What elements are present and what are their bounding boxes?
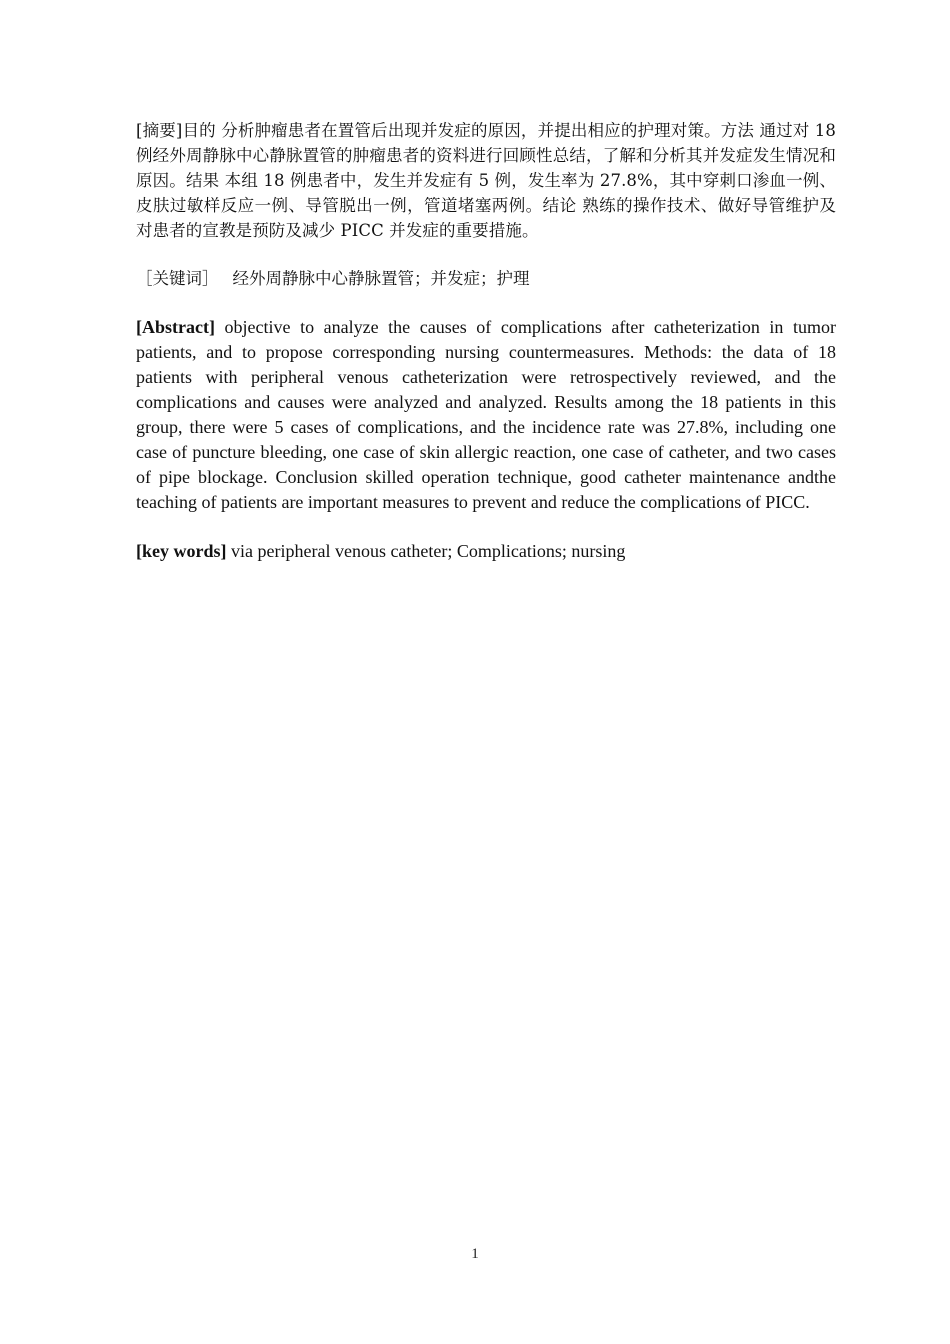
chinese-abstract-text: 目的 分析肿瘤患者在置管后出现并发症的原因，并提出相应的护理对策。方法 通过对 18 例经外周静脉中心静脉置管的肿瘤患者的资料进行回顾性总结，了解和分析其并发症发生情况和原因。结果 本组 18 例患者中，发生并发症有 5 例，发生率为 27.8%，其中穿刺口渗血一例、皮肤过敏样反应一例、导管脱出一例，管道堵塞两例。结论 熟练的操作技术、做好导管维护及对患者的宣教是预防及减少 PICC 并发症的重要措施。	[136, 121, 836, 240]
chinese-keywords-text: 经外周静脉中心静脉置管；并发症；护理	[232, 269, 530, 288]
english-keywords-label: [key words]	[136, 541, 227, 561]
chinese-abstract-label: [摘要]	[136, 121, 183, 140]
chinese-keywords-label: ［关键词］	[136, 269, 219, 288]
english-abstract-label: [Abstract]	[136, 317, 215, 337]
document-page	[136, 118, 836, 588]
chinese-keywords	[136, 266, 836, 291]
english-abstract-text: objective to analyze the causes of complications after catheterization in tumor patients, and to propose corresponding nursing countermeasures. Methods: the data of 18 patients with peripheral venous catheterization were retrospectively reviewed, and the complications and causes were analyzed and analyzed. Results among the 18 patients in this group, there were 5 cases of complications, and the incidence rate was 27.8%, including one case of puncture bleeding, one case of skin allergic reaction, one case of catheter, and two cases of pipe blockage. Conclusion skilled operation technique, good catheter maintenance andthe teaching of patients are important measures to prevent and reduce the complications of PICC.	[136, 317, 836, 512]
english-abstract	[136, 315, 836, 515]
chinese-abstract	[136, 118, 836, 243]
english-keywords-text: via peripheral venous catheter; Complications; nursing	[226, 541, 626, 561]
page-number: 1	[471, 1246, 479, 1262]
english-keywords	[136, 539, 836, 564]
